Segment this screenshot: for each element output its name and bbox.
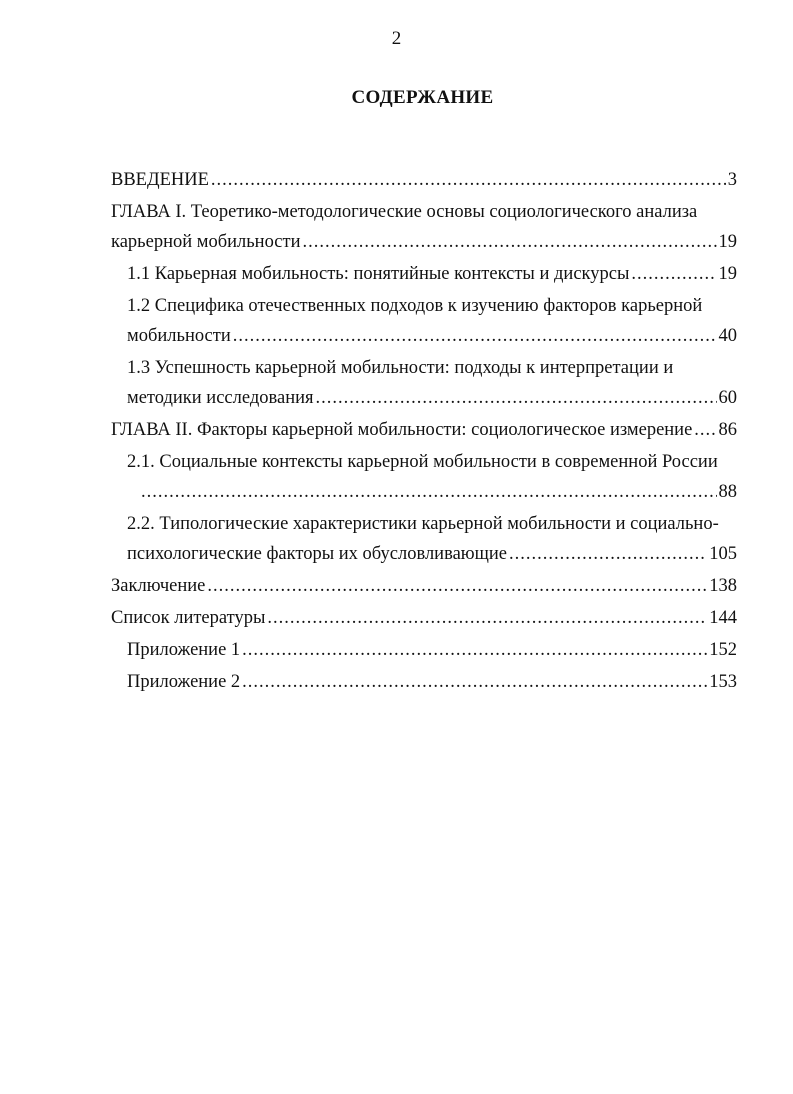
toc-entry-page: 138	[709, 576, 737, 596]
toc-entry-title-line: 2.1. Социальные контексты карьерной мобильности в современной России	[127, 452, 718, 472]
toc-entry-page: 144	[709, 608, 737, 628]
toc-entry-page: 153	[709, 672, 737, 692]
toc-entry-chapter-2[interactable]	[111, 415, 737, 445]
toc-entry-conclusion[interactable]	[111, 571, 737, 601]
dot-leader	[233, 321, 717, 351]
toc-entry-section-1-2[interactable]	[127, 291, 737, 351]
toc-entry-appendix-2[interactable]	[127, 667, 737, 697]
toc-entry-page: 88	[718, 482, 737, 502]
dot-leader	[631, 259, 716, 289]
dot-leader	[207, 571, 707, 601]
toc-entry-label: мобильности	[127, 326, 231, 346]
toc-entry-section-2-2[interactable]	[127, 509, 737, 569]
toc-entry-page: 60	[718, 388, 737, 408]
dot-leader	[316, 383, 717, 413]
toc-entry-references[interactable]	[111, 603, 737, 633]
dot-leader	[267, 603, 707, 633]
dot-leader	[242, 635, 707, 665]
dot-leader	[211, 165, 726, 195]
dot-leader	[694, 415, 716, 445]
table-of-contents	[111, 165, 737, 699]
page-number: 2	[391, 28, 402, 49]
toc-entry-label: Приложение 2	[127, 672, 241, 692]
dot-leader	[242, 667, 707, 697]
toc-entry-title-line: 2.2. Типологические характеристики карьерной мобильности и социально-	[127, 514, 719, 534]
toc-entry-introduction[interactable]	[111, 165, 737, 195]
toc-entry-title-line: 1.2 Специфика отечественных подходов к изучению факторов карьерной	[127, 296, 703, 316]
toc-entry-label: ГЛАВА II. Факторы карьерной мобильности: социологическое измерение	[111, 420, 693, 440]
toc-entry-page: 19	[718, 264, 737, 284]
dot-leader	[303, 227, 717, 257]
toc-title: СОДЕРЖАНИЕ	[351, 87, 494, 108]
toc-entry-label: карьерной мобильности	[111, 232, 301, 252]
toc-entry-page: 3	[727, 170, 737, 190]
toc-entry-page: 152	[709, 640, 737, 660]
toc-entry-label: ВВЕДЕНИЕ	[111, 170, 209, 190]
toc-entry-section-1-1[interactable]	[127, 259, 737, 289]
toc-entry-label: методики исследования	[127, 388, 314, 408]
toc-entry-label: Приложение 1	[127, 640, 241, 660]
toc-entry-chapter-1[interactable]	[111, 197, 737, 257]
toc-entry-page: 86	[718, 420, 737, 440]
toc-entry-section-2-1[interactable]	[127, 447, 737, 507]
toc-entry-section-1-3[interactable]	[127, 353, 737, 413]
toc-entry-page: 19	[718, 232, 737, 252]
toc-entry-label: Заключение	[111, 576, 206, 596]
toc-entry-title-line: 1.3 Успешность карьерной мобильности: подходы к интерпретации и	[127, 358, 674, 378]
toc-entry-label: Список литературы	[111, 608, 266, 628]
toc-entry-page: 105	[709, 544, 737, 564]
toc-entry-label: психологические факторы их обусловливающие	[127, 544, 507, 564]
toc-entry-page: 40	[718, 326, 737, 346]
dot-leader	[509, 539, 707, 569]
toc-entry-title-line: ГЛАВА I. Теоретико-методологические основы социологического анализа	[111, 202, 698, 222]
toc-entry-appendix-1[interactable]	[127, 635, 737, 665]
dot-leader	[141, 477, 717, 507]
toc-entry-label: 1.1 Карьерная мобильность: понятийные контексты и дискурсы	[127, 264, 630, 284]
